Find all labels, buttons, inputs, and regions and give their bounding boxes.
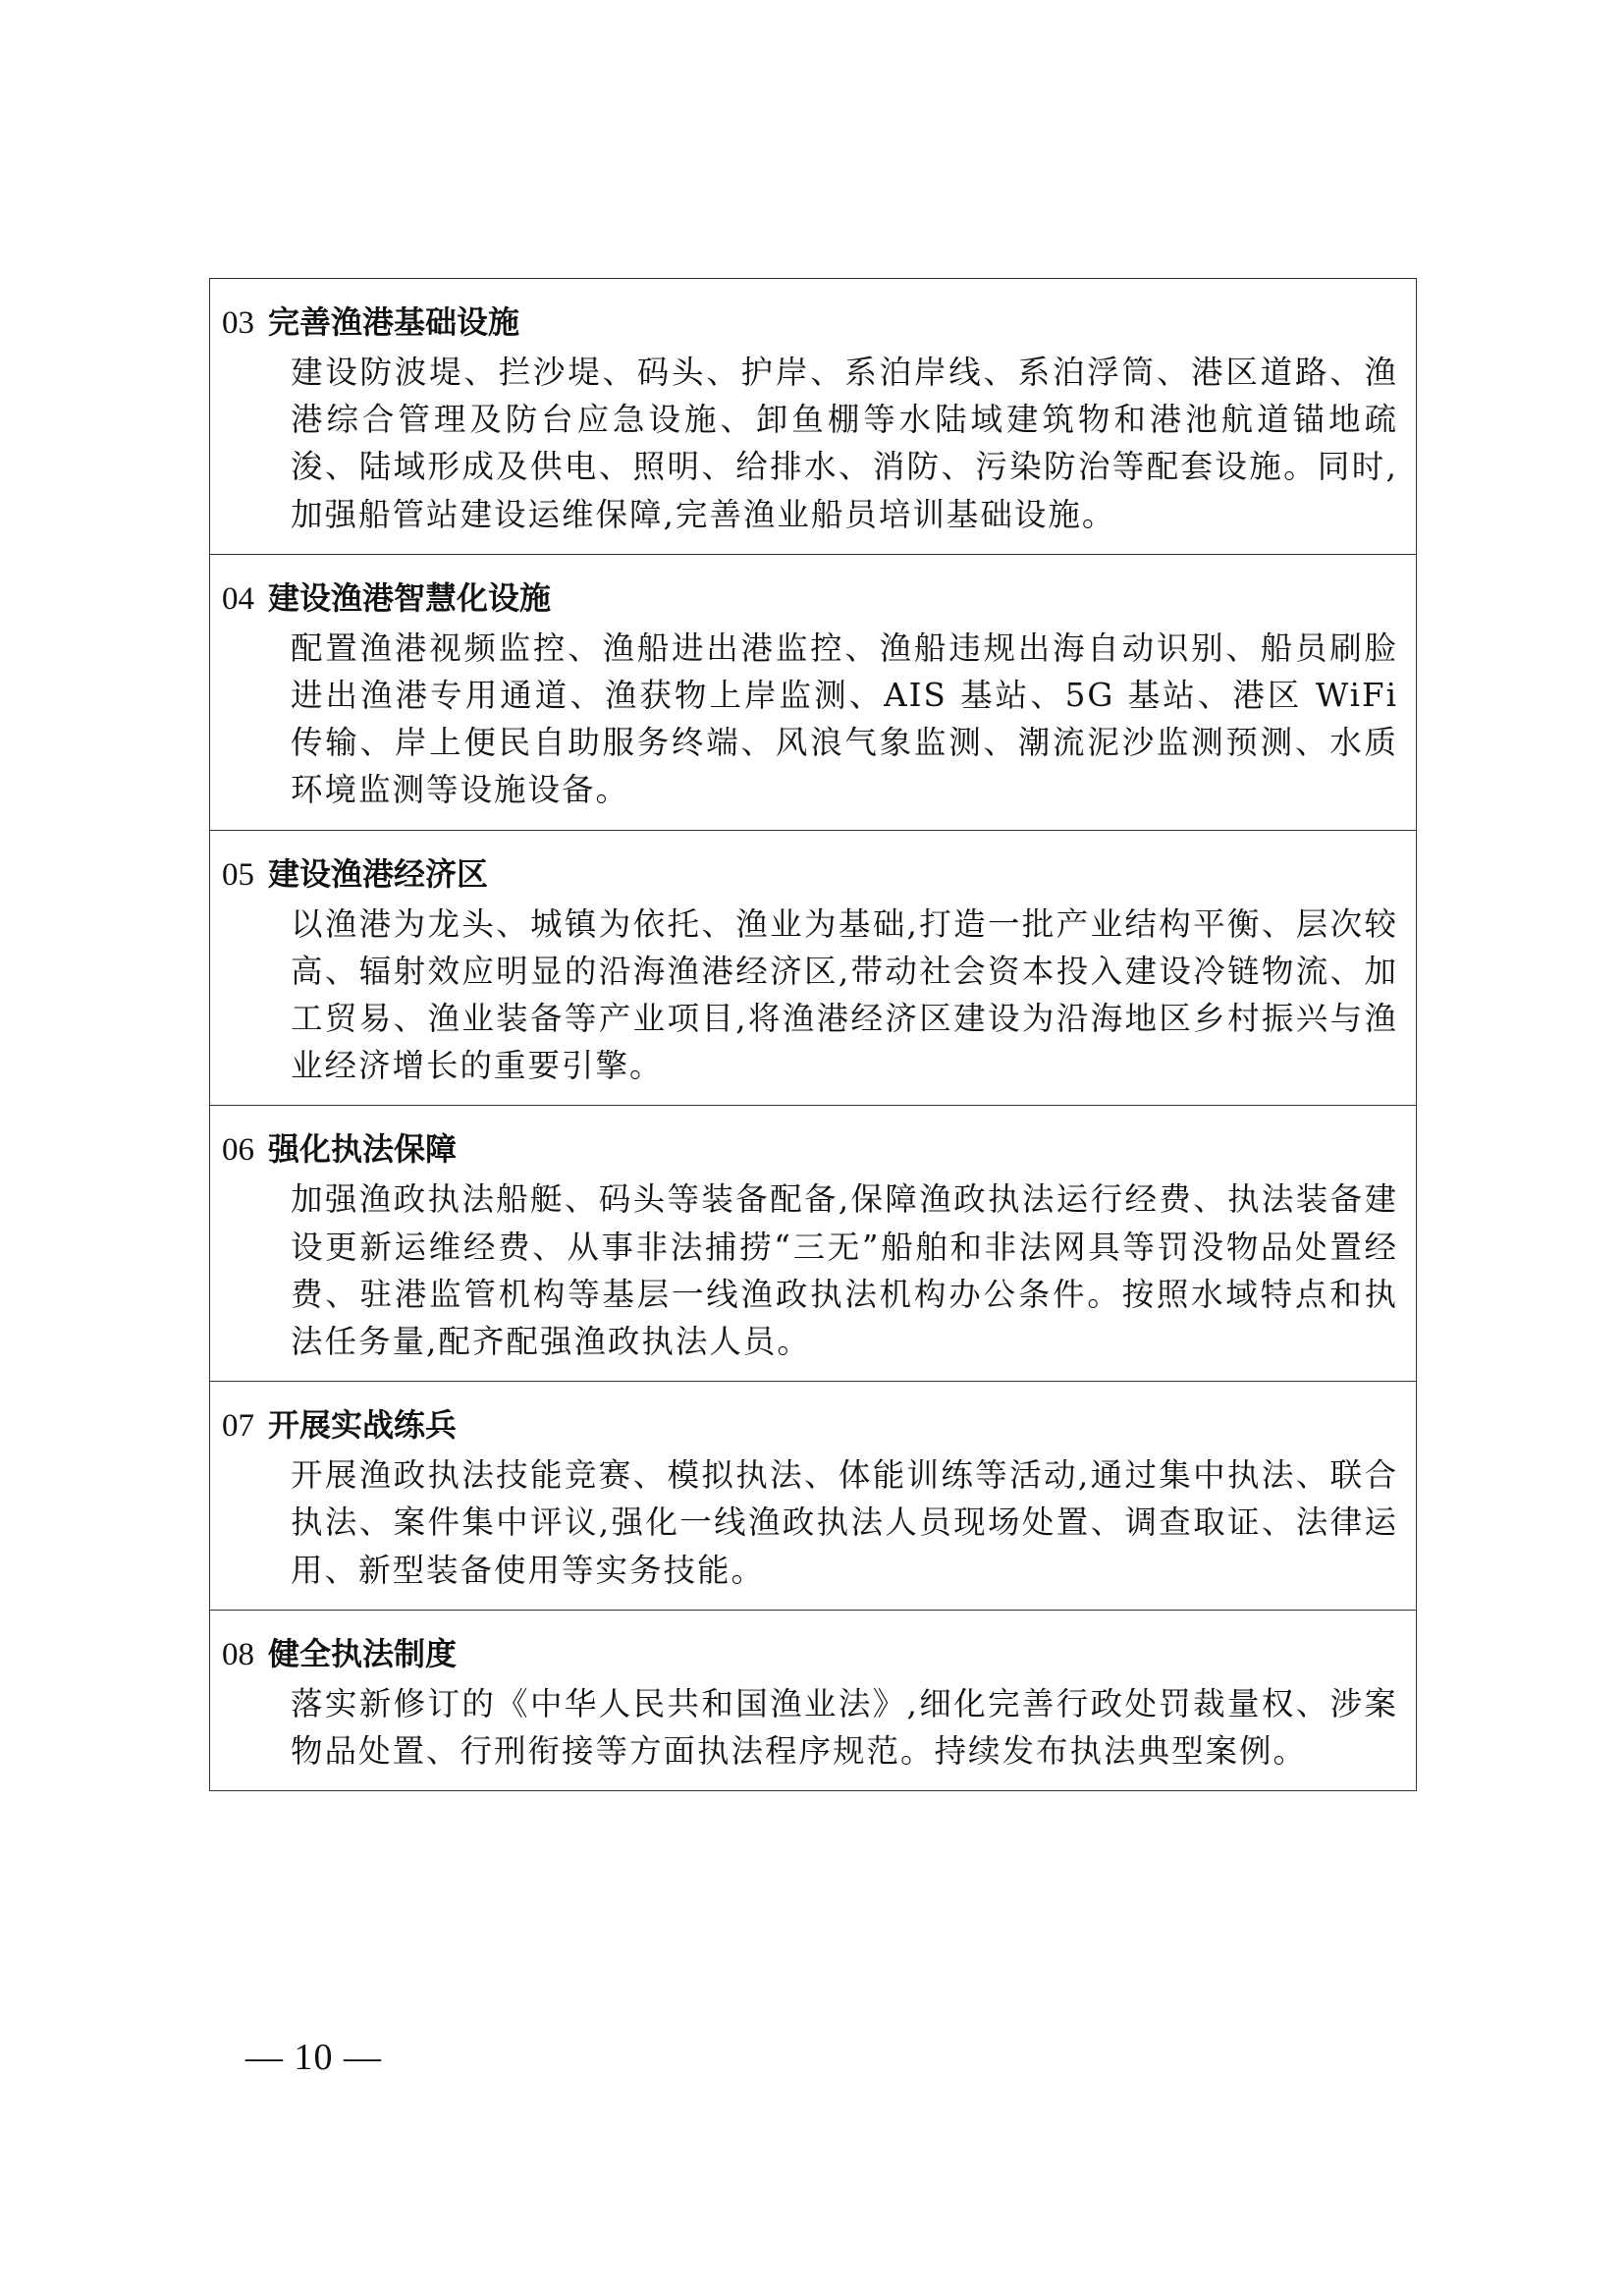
measure-description: 开展渔政执法技能竞赛、模拟执法、体能训练等活动,通过集中执法、联合执法、案件集中评议,强化一线渔政执法人员现场处置、调查取证、法律运用、新型装备使用等实务技能。 — [291, 1456, 1398, 1589]
measure-number: 07 — [222, 1408, 254, 1445]
measure-title: 完善渔港基础设施 — [268, 303, 520, 341]
page-number: — 10 — — [245, 2037, 382, 2078]
measure-row-04 — [210, 554, 1416, 830]
measure-heading — [222, 850, 1398, 899]
measure-title: 建设渔港智慧化设施 — [268, 578, 552, 617]
measure-heading — [222, 574, 1398, 623]
measure-title: 建设渔港经济区 — [268, 854, 489, 893]
measure-description: 以渔港为龙头、城镇为依托、渔业为基础,打造一批产业结构平衡、层次较高、辐射效应明显的沿海渔港经济区,带动社会资本投入建设冷链物流、加工贸易、渔业装备等产业项目,将渔港经济区建设为沿海地区乡村振兴与渔业经济增长的重要引擎。 — [291, 904, 1398, 1085]
measure-number: 06 — [222, 1132, 254, 1169]
measure-number: 04 — [222, 580, 254, 617]
measure-number: 05 — [222, 856, 254, 893]
measure-number: 03 — [222, 305, 254, 341]
measure-description: 建设防波堤、拦沙堤、码头、护岸、系泊岸线、系泊浮筒、港区道路、渔港综合管理及防台应急设施、卸鱼棚等水陆域建筑物和港池航道锚地疏浚、陆域形成及供电、照明、给排水、消防、污染防治等配套设施。同时,加强船管站建设运维保障,完善渔业船员培训基础设施。 — [291, 354, 1398, 533]
measures-table — [209, 278, 1417, 1791]
measure-heading — [222, 1401, 1398, 1449]
measure-description: 落实新修订的《中华人民共和国渔业法》,细化完善行政处罚裁量权、涉案物品处置、行刑衔接等方面执法程序规范。持续发布执法典型案例。 — [291, 1684, 1398, 1771]
measure-row-06 — [210, 1105, 1416, 1381]
measure-row-08 — [210, 1610, 1416, 1790]
measure-title: 健全执法制度 — [268, 1634, 458, 1672]
measure-title: 开展实战练兵 — [268, 1406, 458, 1445]
measure-description: 加强渔政执法船艇、码头等装备配备,保障渔政执法运行经费、执法装备建设更新运维经费、从事非法捕捞“三无”船舶和非法网具等罚没物品处置经费、驻港监管机构等基层一线渔政执法机构办公条件。按照水域特点和执法任务量,配齐配强渔政执法人员。 — [291, 1180, 1398, 1361]
measure-title: 强化执法保障 — [268, 1130, 458, 1169]
measure-number: 08 — [222, 1636, 254, 1672]
measure-heading — [222, 1630, 1398, 1678]
measure-row-03 — [210, 279, 1416, 554]
measure-heading — [222, 299, 1398, 347]
measure-heading — [222, 1125, 1398, 1174]
measure-row-05 — [210, 830, 1416, 1106]
measure-row-07 — [210, 1381, 1416, 1610]
measure-description: 配置渔港视频监控、渔船进出港监控、渔船违规出海自动识别、船员刷脸进出渔港专用通道、渔获物上岸监测、AIS 基站、5G 基站、港区 WiFi 传输、岸上便民自助服务终端、风浪气象监测、潮流泥沙监测预测、水质环境监测等设施设备。 — [291, 629, 1398, 809]
